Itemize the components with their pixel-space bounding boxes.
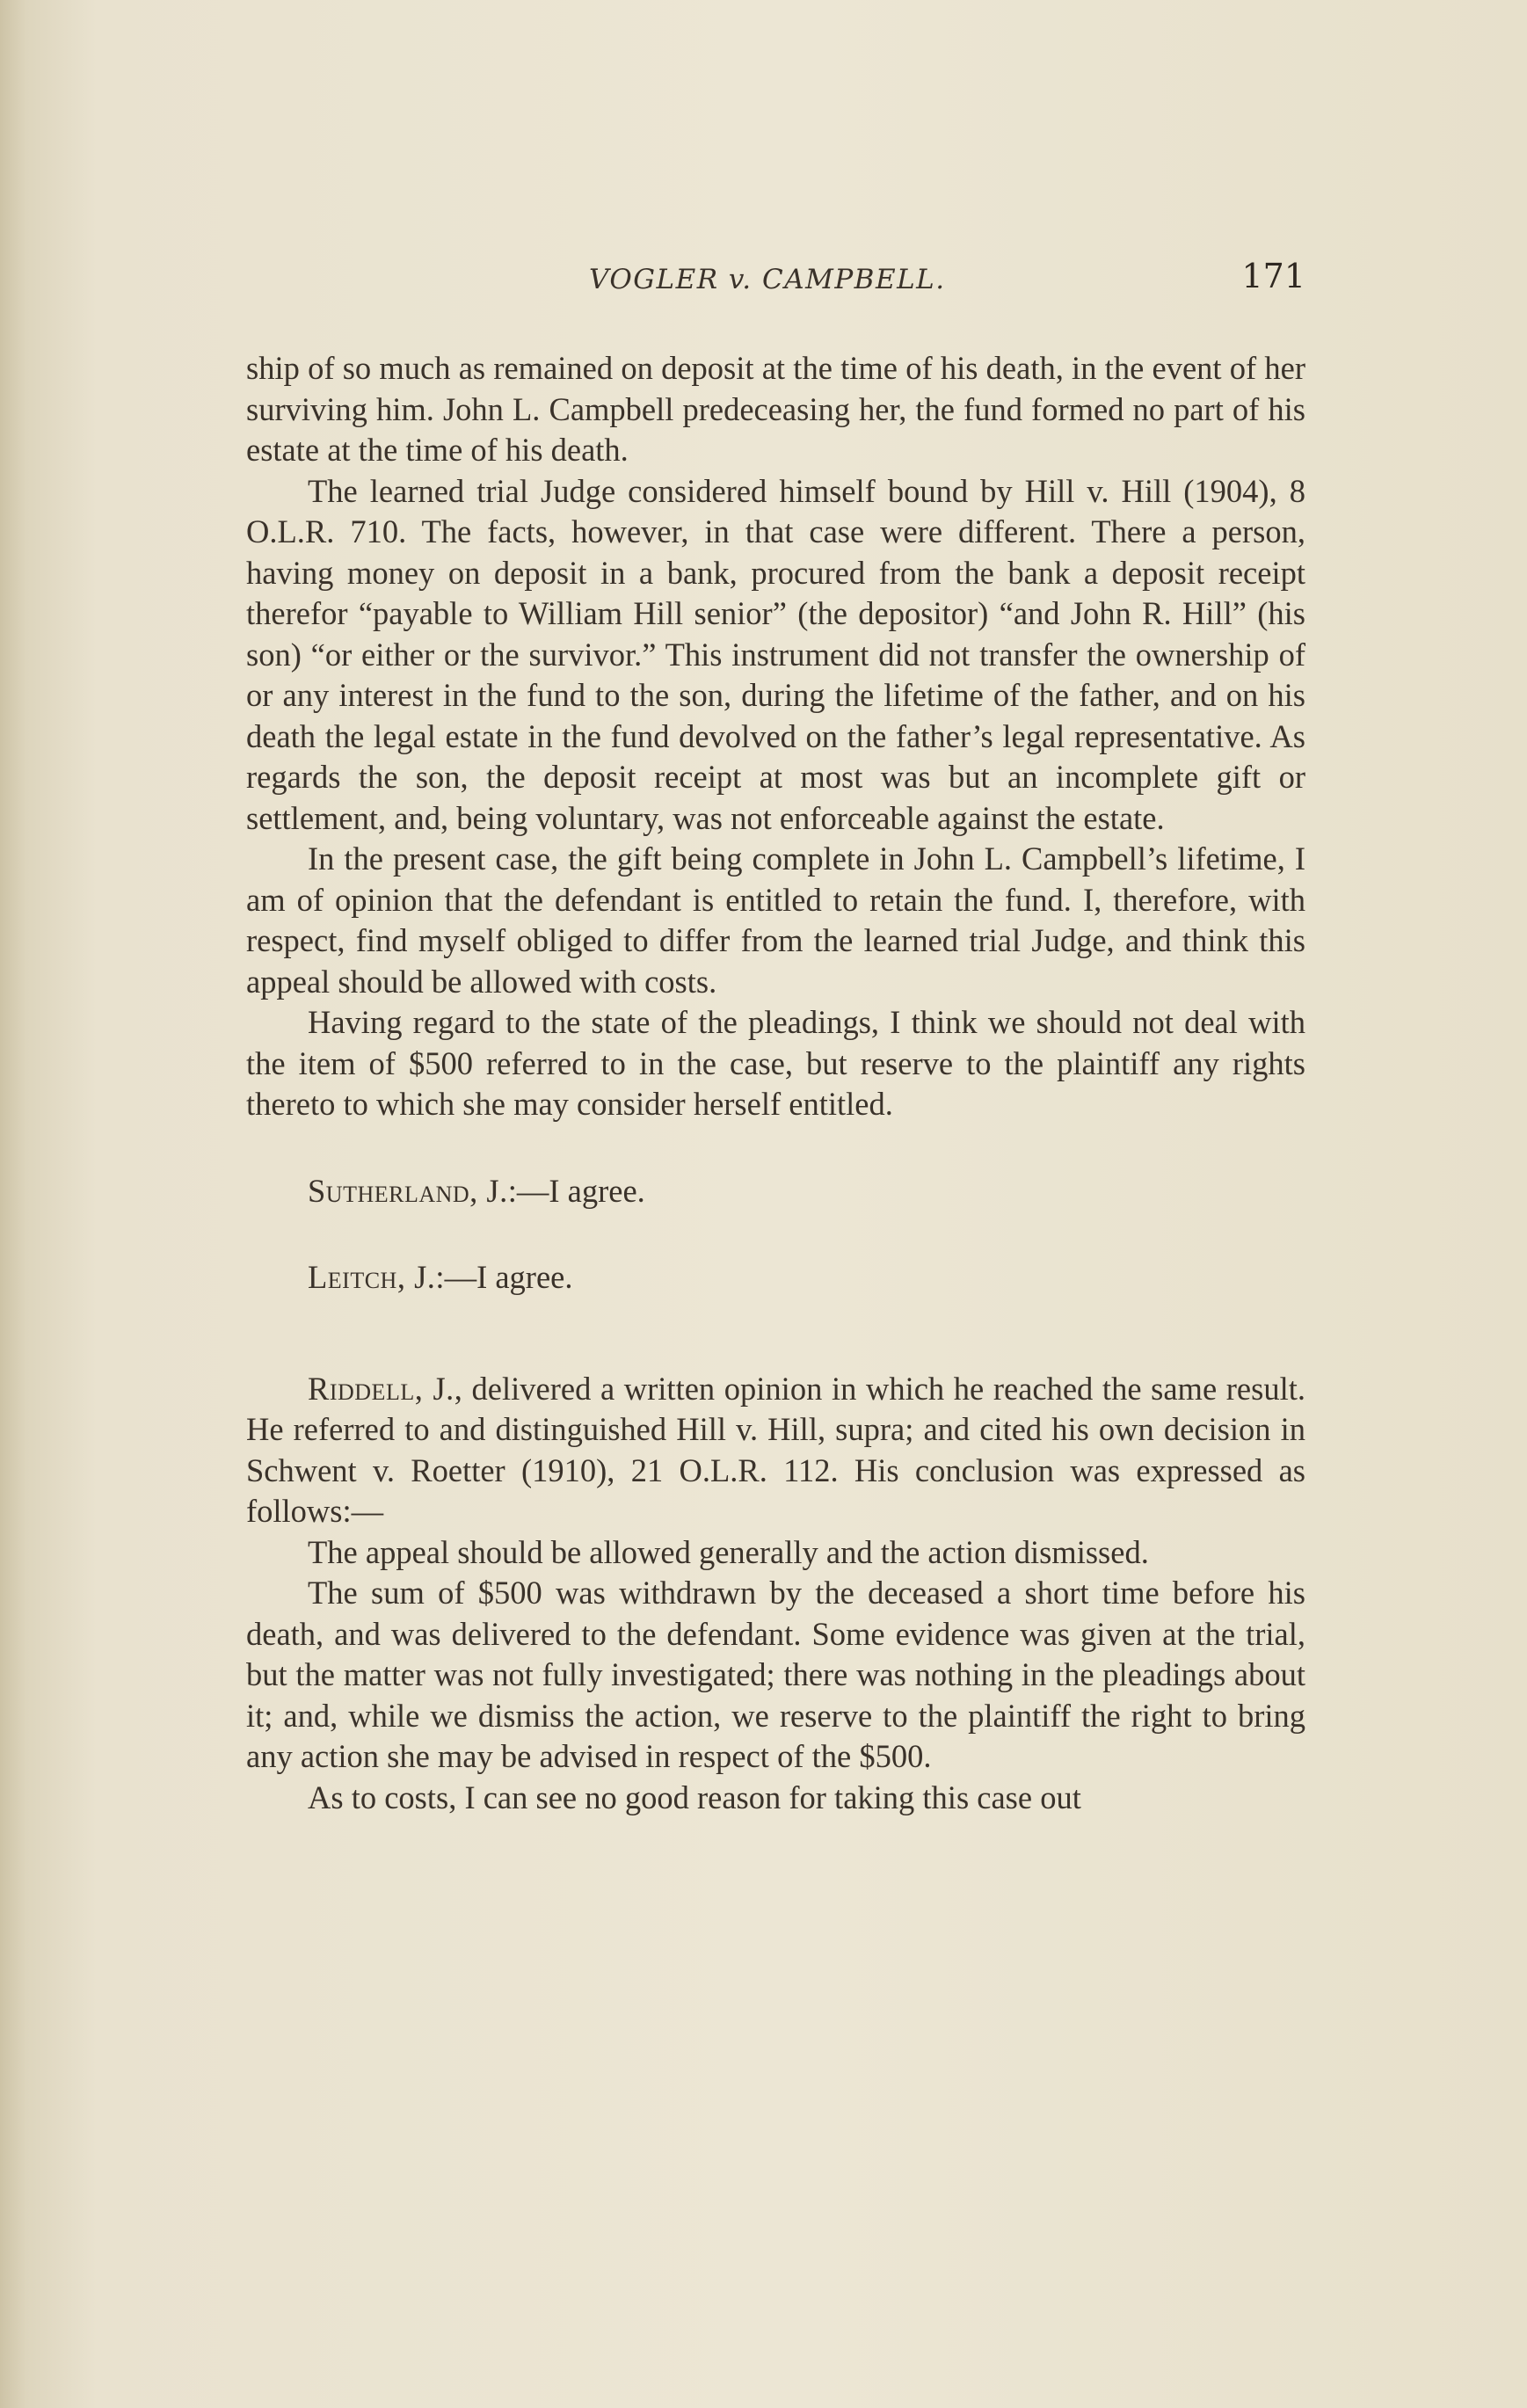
paragraph: The sum of $500 was withdrawn by the deceased a short time before his death, and was delivered to the defendant. Some evidence was given at the trial, but the matter was not fully investigated; there was nothing in the pleadings about it; and, while we dismiss the action, we reserve to the plaintiff the right to bring any action she may be advised in respect of the $500. (246, 1575, 1305, 1774)
opinion-text: :—I agree. (507, 1172, 645, 1209)
paragraph-continuation: ship of so much as remained on deposit at the time of his death, in the event of her surviving him. John L. Campbell predeceasing her, the fund formed no part of his estate at the time of his death. (246, 350, 1305, 468)
paragraph: In the present case, the gift being complete in John L. Campbell’s lifetime, I am of opinion that the defendant is entitled to retain the fund. I, therefore, with respect, find myself obliged to differ from the learned trial Judge, and think this appeal should be allowed with costs. (246, 840, 1305, 1000)
opinion-sutherland (246, 1171, 1305, 1212)
page-number: 171 (1241, 257, 1305, 295)
judge-name: Sutherland, J. (308, 1172, 508, 1209)
paragraph: The learned trial Judge considered himself bound by Hill v. Hill (1904), 8 O.L.R. 710. The facts, however, in that case were different. There a person, having money on deposit in a bank, procured from the bank a deposit receipt therefor “payable to William Hill senior” (the depositor) “and John R. Hill” (his son) “or either or the survivor.” This instrument did not transfer the ownership of or any interest in the fund to the son, during the lifetime of the father, and on his death the legal estate in the fund devolved on the father’s legal representative. As regards the son, the deposit receipt at most was but an incomplete gift or settlement, and, being voluntary, was not enforceable against the estate. (246, 472, 1305, 836)
opinion-text: , delivered a written opinion in which he reached the same result. He referred to and distinguished Hill v. Hill, supra; and cited his own decision in Schwent v. Roetter (1910), 21 O.L.R. 112. His conclusion was expressed as follows:— (246, 1370, 1305, 1529)
page-header (246, 257, 1305, 309)
opinion-riddell (246, 1369, 1305, 1532)
paragraph: The appeal should be allowed generally and the action dismissed. (308, 1533, 1149, 1570)
page-body (246, 348, 1305, 1818)
paragraph: Having regard to the state of the pleadings, I think we should not deal with the item of $500 referred to in the case, but reserve to the plaintiff any rights thereto to which she may consider herself entitled. (246, 1004, 1305, 1122)
judge-name: Leitch, J. (308, 1259, 436, 1295)
judge-name: Riddell, J. (308, 1370, 454, 1407)
paragraph: As to costs, I can see no good reason for taking this case out (308, 1779, 1081, 1815)
opinion-text: :—I agree. (435, 1259, 573, 1295)
running-title: VOGLER v. CAMPBELL. (589, 264, 946, 295)
opinion-leitch (246, 1257, 1305, 1299)
